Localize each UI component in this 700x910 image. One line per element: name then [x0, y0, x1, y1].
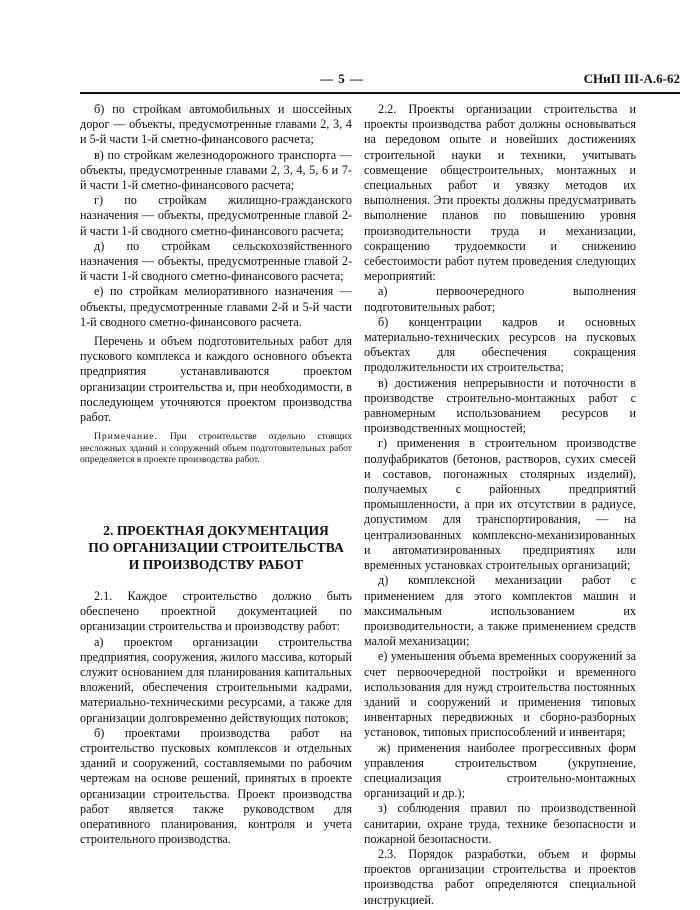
paragraph-2-2: 2.2. Проекты организации строительства и проекты производства работ должны основываться на передовом опыте и новейших достижениях строительной науки и техники, учитывать совмещение общестроительных, монтажных и специальных работ и увязку методов их выполнения. Эти проекты должны предусматривать выполнение планов по повышению уровня производительности труда и механизации, сокращению трудоемкости и снижению себестоимости работ путем проведения следующих мероприятий:: [364, 102, 636, 284]
page-header: [80, 71, 680, 87]
note-label: Примечание.: [94, 431, 158, 443]
left-column: [80, 102, 352, 848]
paragraph-2-2-a: а) первоочередного выполнения подготовительных работ;: [364, 284, 636, 314]
document-code: СНиП III-А.6-62: [583, 71, 680, 86]
paragraph-2-3: 2.3. Порядок разработки, объем и формы проектов организации строительства и проектов производства работ определяются специальной инструкцией.: [364, 846, 636, 907]
paragraph-agriculture: д) по стройкам сельскохозяйственного назначения — объекты, предусмотренные главой 2-й части 1-й сводного сметно-финансового расчета;: [80, 238, 352, 284]
paragraph-2-2-f: е) уменьшения объема временных сооружений за счет первоочередной постройки и временного использования для нужд строительства постоянных зданий и сооружений и применения типовых инвентарных передвижных и сборно-разборных установок, типовых приспособлений и инвентаря;: [364, 649, 636, 740]
paragraph-housing: г) по стройкам жилищно-гражданского назначения — объекты, предусмотренные главой 2-й части 1-й сводного сметно-финансового расчета;: [80, 193, 352, 238]
paragraph-preparatory-works: Перечень и объем подготовительных работ для пускового комплекса и каждого основного объекта предприятия устанавливаются проектом организации строительства и, при необходимости, в последующем уточняются проектом производства работ.: [80, 334, 352, 425]
section-title-line-1: 2. ПРОЕКТНАЯ ДОКУМЕНТАЦИЯ: [103, 523, 329, 539]
paragraph-2-2-e: д) комплексной механизации работ с применением для этого комплектов машин и максимальным использованием их производительности, а также применением средств малой механизации;: [364, 573, 636, 649]
paragraph-2-1-b: б) проектами производства работ на строительство пусковых комплексов и отдельных зданий и сооружений, составляемыми по рабочим чертежам на основе решений, принятых в проекте организации строительства. Проект производства работ является также руководством для оперативного планирования, контроля и учета строительного производства.: [80, 725, 352, 847]
paragraph-melioration: е) по стройкам мелиоративного назначения — объекты, предусмотренные главами 2-й и 5-й части 1-й сводного сметно-финансового расчета.: [80, 284, 352, 329]
section-title-line-3: И ПРОИЗВОДСТВУ РАБОТ: [128, 557, 304, 573]
header-rule: [80, 92, 680, 94]
section-title: [80, 522, 352, 573]
right-column: [364, 102, 636, 908]
paragraph-2-1: 2.1. Каждое строительство должно быть обеспечено проектной документацией по организации строительства и производству работ:: [80, 589, 352, 634]
note-text: При строительстве отдельно стоящих несложных зданий и сооружений объем подготовительных работ определяется в проекте производства работ.: [80, 431, 352, 466]
paragraph-2-2-h: з) соблюдения правил по производственной санитарии, охране труда, технике безопасности и пожарной безопасности.: [364, 801, 636, 846]
paragraph-2-2-c: в) достижения непрерывности и поточности в производстве строительно-монтажных работ с равномерным использованием ресурсов и производственных мощностей;: [364, 375, 636, 436]
paragraph-2-2-g: ж) применения наиболее прогрессивных форм управления строительством (укрупнение, специализация строительно-монтажных организаций и др.);: [364, 740, 636, 801]
section-title-line-2: ПО ОРГАНИЗАЦИИ СТРОИТЕЛЬСТВА: [88, 540, 344, 556]
paragraph-2-1-a: а) проектом организации строительства предприятия, сооружения, жилого массива, который служит основанием для планирования капитальных вложений, обеспечения строительными кадрами, материально-техническими ресурсами, а также для организации долговременно действующих потоков;: [80, 634, 352, 725]
paragraph-2-2-d: г) применения в строительном производстве полуфабрикатов (бетонов, растворов, сухих смесей и составов, погонажных столярных изделий), получаемых с районных предприятий промышленности, а при их отсутствии в радиусе, допустимом для транспортирования, — на централизованных комплексно-механизированных и автоматизированных предприятиях или временных установках строительных организаций;: [364, 436, 636, 573]
paragraph-highways: б) по стройкам автомобильных и шоссейных дорог — объекты, предусмотренные главами 2, 3, 4 и 5-й части 1-й сметно-финансового расчета;: [80, 102, 352, 147]
page-number: — 5 —: [320, 71, 364, 86]
note: [80, 431, 352, 466]
paragraph-railways: в) по стройкам железнодорожного транспорта — объекты, предусмотренные главами 2, 3, 4, 5, 6 и 7-й части 1-й сметно-финансового расчета;: [80, 147, 352, 193]
paragraph-2-2-b: б) концентрации кадров и основных материально-технических ресурсов на пусковых объектах для обеспечения сокращения продолжительности их строительства;: [364, 314, 636, 375]
